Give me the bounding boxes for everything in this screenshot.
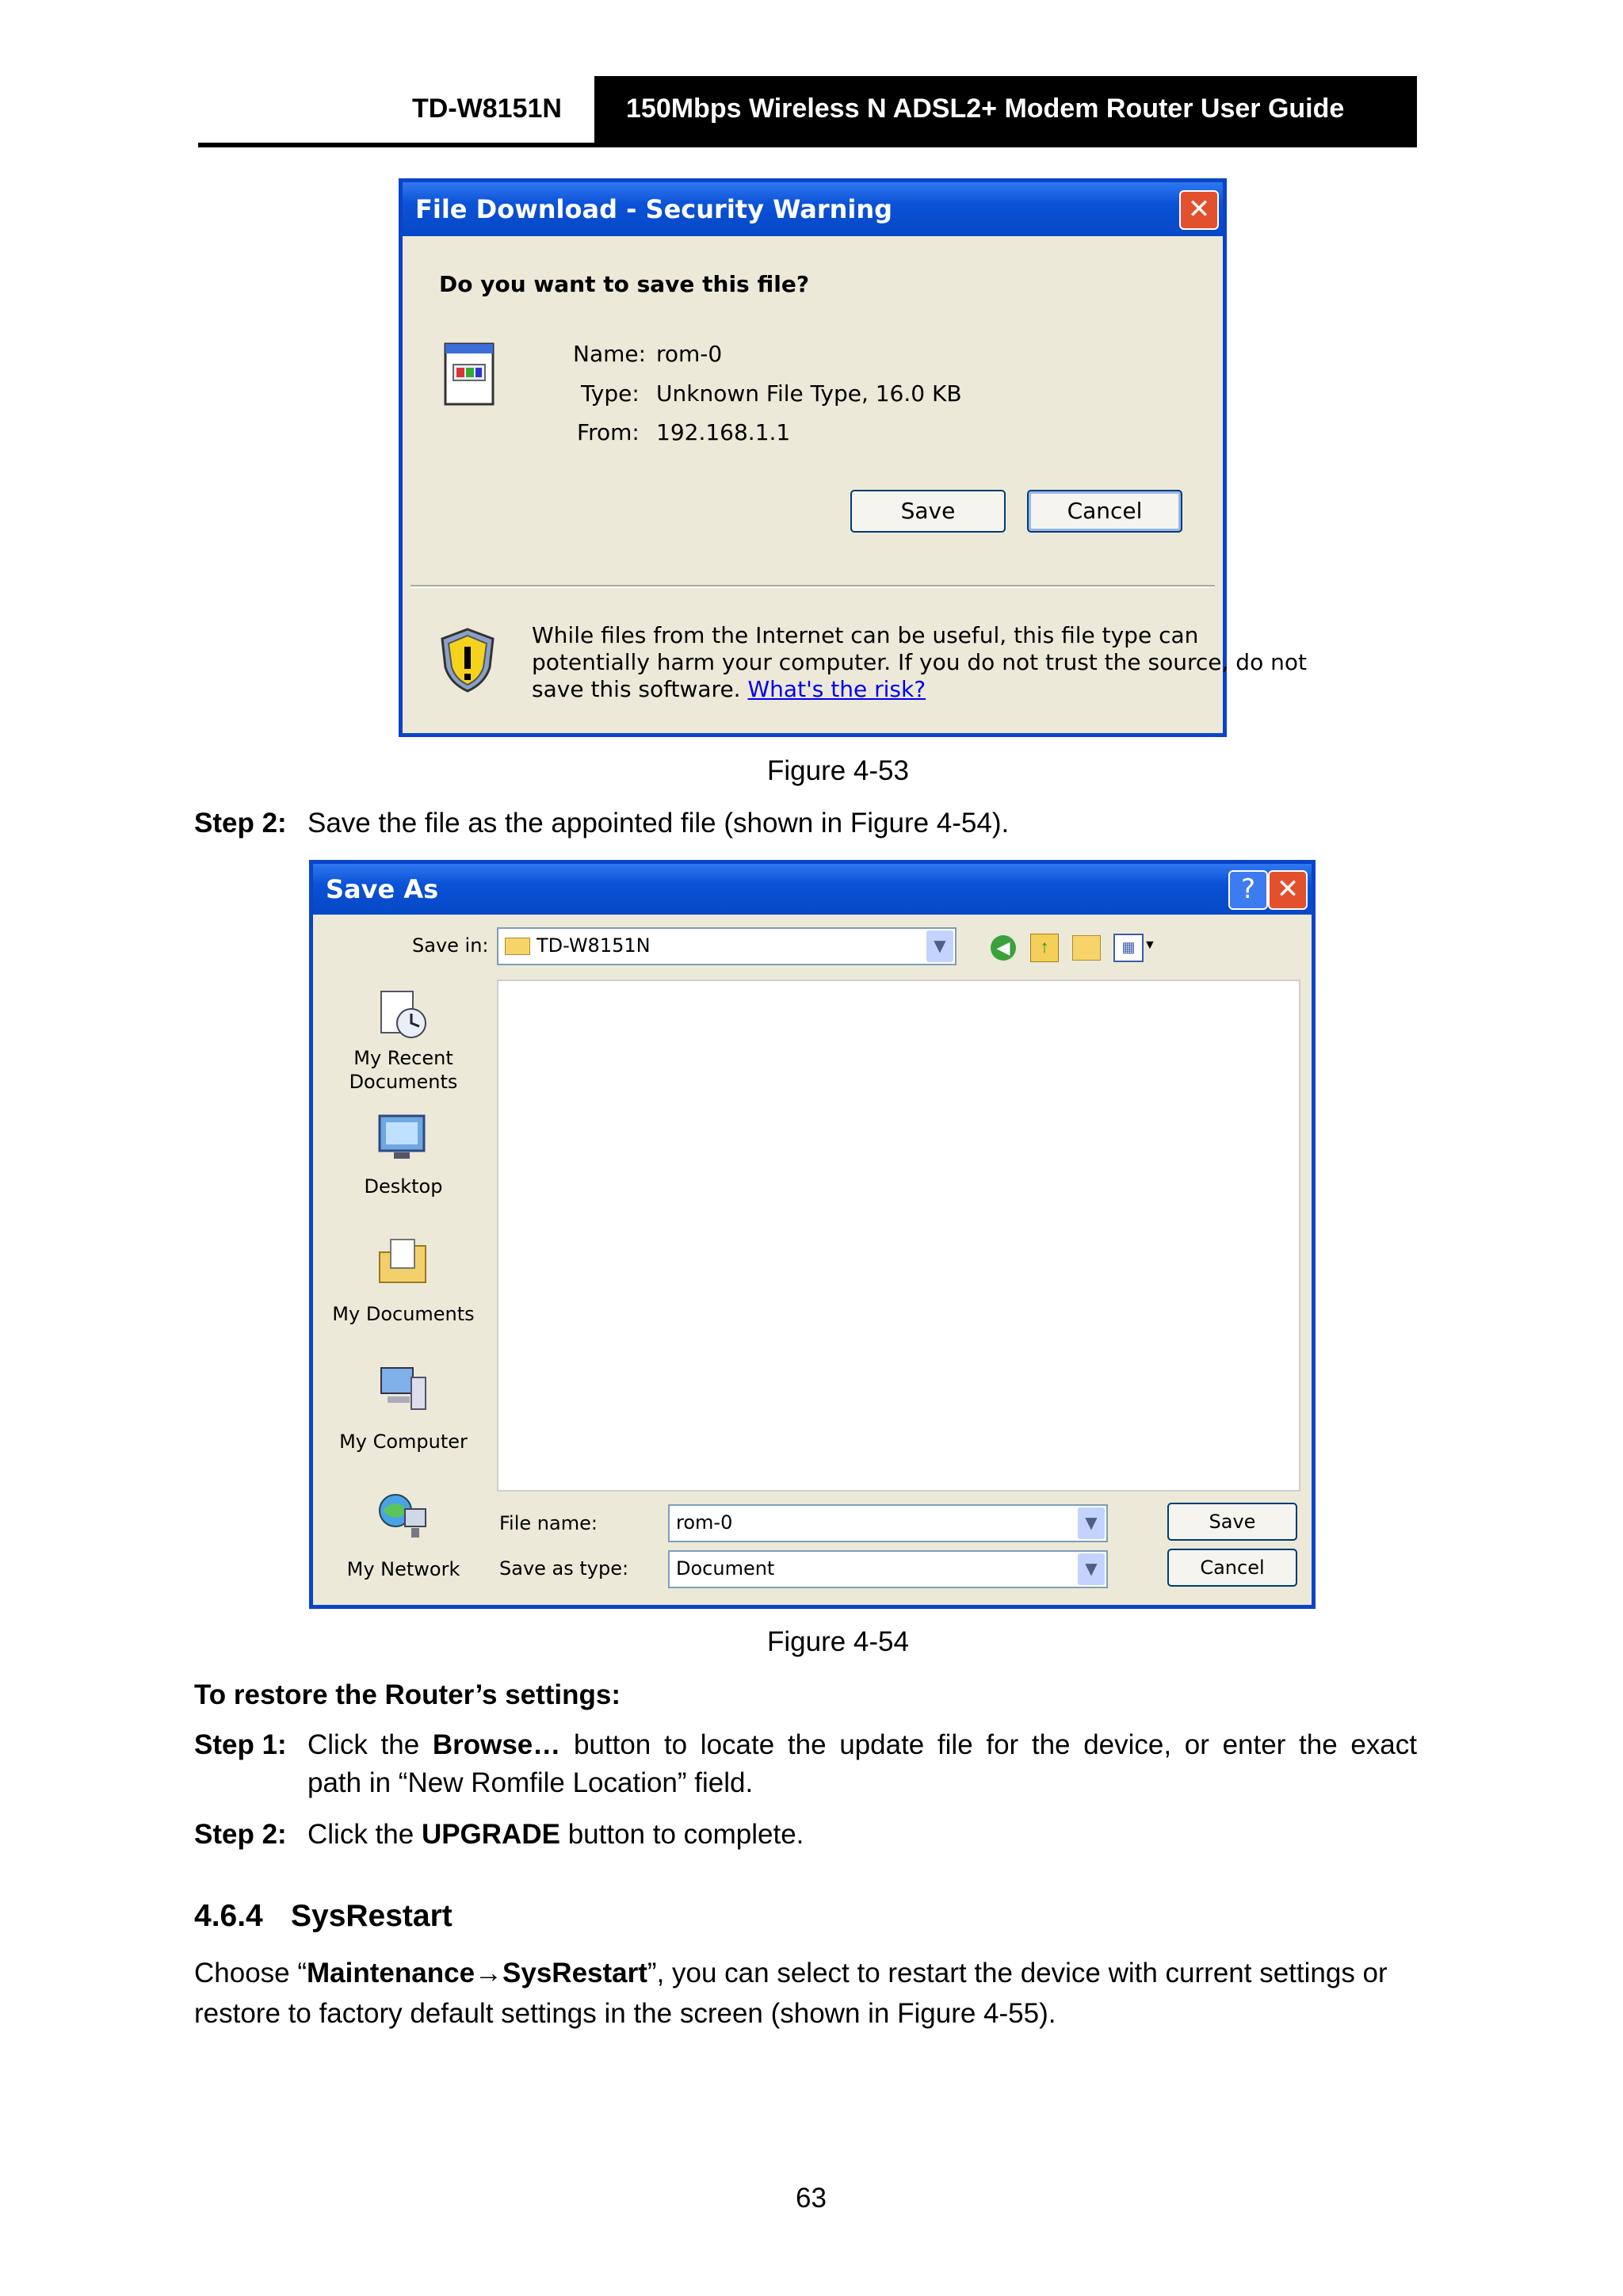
header-model: TD-W8151N (412, 94, 562, 124)
from-label: From: (577, 419, 640, 445)
header-title: 150Mbps Wireless N ADSL2+ Modem Router User Guide (626, 94, 1345, 124)
view-menu-chevron-icon[interactable]: ▼ (1144, 938, 1156, 952)
file-icon (442, 341, 498, 407)
file-download-dialog (399, 178, 1307, 737)
my-computer-icon (375, 1362, 430, 1417)
my-network-icon (375, 1488, 430, 1544)
para-post: ”, you can select to restart the device with current settings or (647, 1958, 1388, 1988)
place-label-line-1: My Recent (353, 1047, 453, 1069)
save-as-type-label: Save as type: (499, 1557, 629, 1580)
view-menu-icon[interactable]: ▦ (1113, 934, 1144, 962)
step-1-line-1 (307, 1726, 1417, 1764)
chevron-down-icon[interactable]: ▼ (1078, 1553, 1105, 1585)
close-button[interactable]: ✕ (1179, 190, 1219, 230)
restore-heading: To restore the Router’s settings: (194, 1679, 621, 1710)
desktop-icon (375, 1110, 430, 1165)
step-1-pre: Click the (307, 1729, 433, 1760)
new-folder-icon[interactable] (1072, 935, 1101, 961)
file-name-label: File name: (499, 1512, 598, 1534)
close-button[interactable]: ✕ (1268, 870, 1308, 910)
place-label-line-2: Documents (349, 1071, 458, 1093)
up-folder-icon[interactable]: ↑ (1030, 934, 1059, 962)
shield-warning-icon (437, 626, 498, 694)
step-2-upgrade-text (307, 1816, 804, 1854)
place-my-network[interactable] (324, 1557, 483, 1581)
figure-caption-4-53: Figure 4-53 (767, 755, 909, 786)
chevron-down-icon[interactable]: ▼ (926, 930, 953, 962)
save-as-dialog (309, 860, 1316, 1609)
para-pre: Choose “ (194, 1958, 307, 1988)
dialog-title-bar: File Download - Security Warning (403, 182, 1223, 236)
arrow-icon: → (475, 1958, 503, 1988)
para-bold-1: Maintenance (307, 1958, 475, 1988)
step-2-text: Save the file as the appointed file (shown in Figure 4-54). (307, 808, 1010, 839)
place-label-line-1: Desktop (364, 1175, 443, 1198)
save-in-label: Save in: (412, 934, 489, 957)
step-1-bold: Browse… (432, 1729, 561, 1760)
sysrestart-para-line-1 (194, 1954, 1388, 1992)
save-button[interactable]: Save (1167, 1503, 1297, 1541)
save-in-dropdown[interactable] (497, 927, 957, 965)
file-name-input[interactable] (668, 1504, 1108, 1542)
dialog-divider (411, 585, 1215, 588)
whats-the-risk-link[interactable]: What's the risk? (747, 676, 926, 702)
section-number: 4.6.4 (194, 1899, 263, 1933)
warning-line-1: While files from the Internet can be useful, this file type can (532, 622, 1199, 648)
step-2-label: Step 2: (194, 808, 287, 839)
para-bold-2: SysRestart (502, 1958, 647, 1988)
header-rule (198, 143, 1417, 147)
warning-line-3 (532, 676, 926, 702)
step-2-bold: UPGRADE (421, 1819, 560, 1850)
file-list-pane[interactable] (497, 980, 1300, 1492)
sysrestart-para-line-2: restore to factory default settings in the screen (shown in Figure 4-55). (194, 1998, 1056, 2029)
page-number: 63 (796, 2183, 827, 2214)
save-as-type-value: Document (676, 1557, 775, 1580)
save-button[interactable]: Save (850, 490, 1006, 533)
step-1-line-2: path in “New Romfile Location” field. (307, 1767, 754, 1798)
place-my-recent-documents[interactable] (324, 1046, 483, 1094)
figure-caption-4-54: Figure 4-54 (767, 1626, 909, 1657)
step-2-label: Step 2: (194, 1819, 287, 1850)
place-label-line-1: My Network (346, 1558, 460, 1580)
step-1-label: Step 1: (194, 1729, 287, 1760)
recent-documents-icon (375, 987, 430, 1042)
cancel-button[interactable]: Cancel (1027, 490, 1182, 533)
warning-line-2: potentially harm your computer. If you do not trust the source, do not (532, 649, 1307, 675)
my-documents-icon (375, 1235, 430, 1290)
chevron-down-icon[interactable]: ▼ (1078, 1507, 1105, 1539)
type-label: Type: (581, 380, 640, 407)
save-in-value: TD-W8151N (537, 934, 651, 957)
from-value: 192.168.1.1 (656, 419, 791, 445)
file-name-value: rom-0 (676, 1511, 733, 1534)
place-my-computer[interactable] (324, 1430, 483, 1454)
place-label-line-1: My Computer (339, 1431, 468, 1453)
place-desktop[interactable] (324, 1175, 483, 1198)
step-2-post: button to complete. (559, 1819, 804, 1850)
place-label-line-1: My Documents (332, 1303, 475, 1325)
type-value: Unknown File Type, 16.0 KB (656, 380, 962, 407)
folder-icon (505, 938, 530, 955)
dialog-title-bar: Save As (313, 864, 1312, 915)
step-2-pre: Click the (307, 1819, 422, 1850)
back-icon[interactable]: ◀ (991, 935, 1016, 961)
step-1-post: button to locate the update file for the device, or enter the exact (560, 1729, 1418, 1760)
dialog-question: Do you want to save this file? (439, 271, 810, 297)
section-title: SysRestart (291, 1899, 453, 1933)
warning-line-3-text: save this software. (532, 676, 741, 702)
save-as-type-dropdown[interactable] (668, 1550, 1108, 1588)
name-label: Name: (573, 341, 647, 367)
name-value: rom-0 (656, 341, 723, 367)
place-my-documents[interactable] (324, 1302, 483, 1326)
help-button[interactable]: ? (1228, 870, 1268, 910)
cancel-button[interactable]: Cancel (1167, 1549, 1297, 1587)
